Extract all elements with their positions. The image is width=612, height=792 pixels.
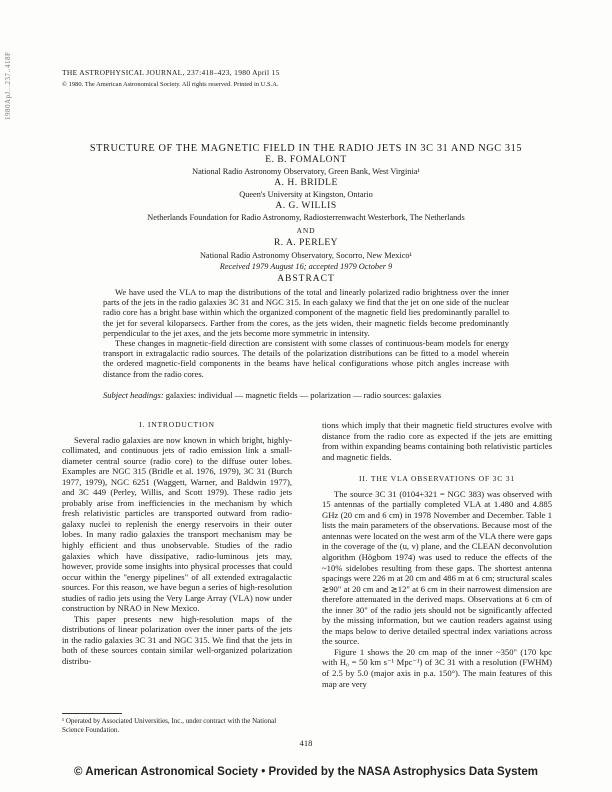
abstract-body — [103, 287, 509, 379]
body-paragraph: tions which imply that their magnetic field structures evolve with distance from the radio core as expected if the jets are emitting from within expanding beams containing both relativistic particles and magnetic fields. — [322, 420, 552, 462]
bibcode-stamp: 1980ApJ...237..418F — [4, 51, 12, 120]
author-affiliation: National Radio Astronomy Observatory, Green Bank, West Virginia¹ — [192, 167, 420, 176]
paper-title: STRUCTURE OF THE MAGNETIC FIELD IN THE RADIO JETS IN 3C 31 AND NGC 315 — [89, 143, 523, 154]
author-name: E. B. FOMALONT — [265, 155, 347, 165]
ads-banner: © American Astronomical Society • Provided by the NASA Astrophysics Data System — [74, 766, 538, 778]
subject-headings — [103, 390, 509, 400]
body-paragraph: This paper presents new high-resolution maps of the distributions of linear polarization over the inner parts of the jets in the radio galaxies 3C 31 and NGC 315. We find that the jets in both of these sources contain similar well-organized polarization distribu- — [62, 613, 292, 667]
footnote: ¹ Operated by Associated Universities, Inc., under contract with the National Science Foundation. — [62, 717, 277, 734]
subject-text: galaxies: individual — magnetic fields — polarization — radio sources: galaxies — [165, 390, 442, 400]
author-name: R. A. PERLEY — [273, 238, 339, 248]
body-paragraph: Several radio galaxies are now known in which bright, highly-collimated, and continuous jets of radio emission link a small-diameter central source (radio core) to the diffuse outer lobes. Examples are NGC 315 (Bridle et al. 1976, 1979), 3C 31 (Burch 1977, 1979), NGC 6251 (Waggett, Warner, and Baldwin 1977), and 3C 449 (Perley, Willis, and Scott 1979). These radio jets probably arise from inefficiencies in the mechanism by which fresh relativistic particles are transported outward from radio-galaxy nuclei to replenish the energy reservoirs in their outer lobes. In many radio galaxies the transport mechanism may be highly efficient and thus unobservable. Studies of the radio galaxies which have dissipative, radio-luminous jets may, however, provide some insights into physical processes that could occur within the "energy pipelines" of all extended extragalactic sources. For this reason, we have begun a series of high-resolution studies of radio jets using the Very Large Array (VLA) now under construction by NRAO in New Mexico. — [62, 434, 292, 614]
received-dates: Received 1979 August 16; accepted 1979 October 9 — [219, 262, 393, 271]
left-column — [62, 420, 292, 667]
author-affiliation: National Radio Astronomy Observatory, Socorro, New Mexico¹ — [199, 251, 413, 260]
section-heading: II. THE VLA OBSERVATIONS OF 3C 31 — [359, 474, 515, 484]
copyright-line: © 1980. The American Astronomical Society. All rights reserved. Printed in U.S.A. — [62, 81, 279, 88]
right-column — [322, 420, 552, 689]
author-affiliation: Queen's University at Kingston, Ontario — [239, 190, 373, 199]
subject-label: Subject headings: — [103, 390, 164, 400]
abstract-heading: ABSTRACT — [277, 274, 335, 284]
section-heading: I. INTRODUCTION — [139, 420, 215, 429]
page-number: 418 — [299, 738, 313, 748]
footnote-rule — [62, 713, 122, 714]
journal-line: THE ASTROPHYSICAL JOURNAL, 237:418–423, 1980 April 15 — [62, 68, 280, 77]
author-name: A. G. WILLIS — [275, 201, 337, 211]
and-separator: AND — [296, 226, 316, 235]
abstract-paragraph: We have used the VLA to map the distributions of the total and linearly polarized radio brightness over the inner parts of the jets in the radio galaxies 3C 31 and NGC 315. In each galaxy we find that the jet on one side of the nuclear radio core has a bright base within which the organized component of the magnetic field lies predominantly parallel to the jet for several kiloparsecs. Farther from the cores, as the jets widen, their magnetic fields become predominantly perpendicular to the jet axes, and the jets become more symmetric in intensity. — [103, 287, 509, 338]
author-name: A. H. BRIDLE — [274, 178, 338, 188]
author-affiliation: Netherlands Foundation for Radio Astronomy, Radiosterrenwacht Westerbork, The Netherlands — [147, 213, 465, 222]
body-paragraph: Figure 1 shows the 20 cm map of the inner ~350" (170 kpc with H₀ = 50 km s⁻¹ Mpc⁻¹) of 3C 31 with a resolution (FWHM) of 2.5 by 5.0 (major axis in p.a. 150°). The main features of this map are very — [322, 646, 552, 689]
body-paragraph: The source 3C 31 (0104+321 = NGC 383) was observed with 15 antennas of the partially completed VLA at 1.480 and 4.885 GHz (20 cm and 6 cm) in 1978 November and December. Table 1 lists the main parameters of the observations. Because most of the antennas were located on the west arm of the VLA there were gaps in the coverage of the (u, v) plane, and the CLEAN deconvolution algorithm (Högbom 1974) was used to reduce the effects of the ~10% sidelobes resulting from these gaps. The shortest antenna spacings were 226 m at 20 cm and 486 m at 6 cm; structural scales ≳90" at 20 cm and ≳12" at 6 cm in their narrowest dimension are therefore attenuated in the derived maps. Observations at 6 cm of the inner 30" of the radio jets should not be significantly affected by the missing information, but we caution readers against using the maps below to derive detailed spectral index variations across the source. — [322, 488, 552, 647]
abstract-paragraph: These changes in magnetic-field direction are consistent with some classes of continuous-beam models for energy transport in extragalactic radio sources. The details of the polarization distributions can be fitted to a model wherein the ordered magnetic-field components in the beams have helical configurations whose pitch angles increase with distance from the radio cores. — [103, 338, 509, 379]
